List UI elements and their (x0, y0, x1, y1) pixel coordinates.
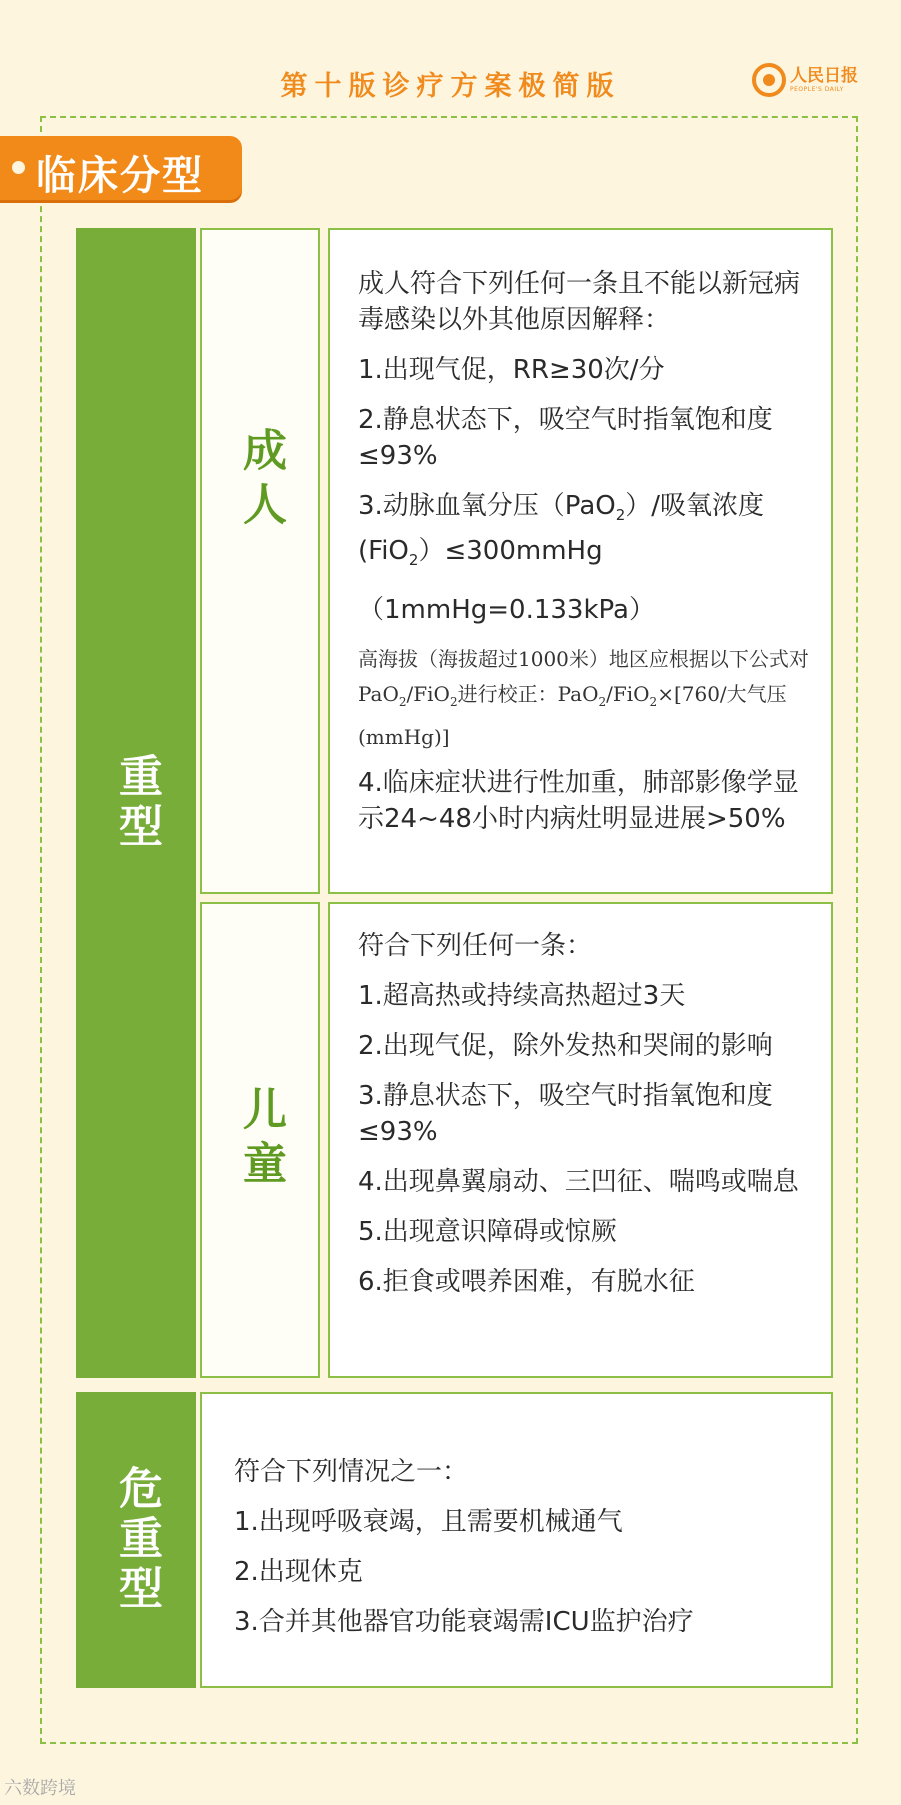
adult-criterion-2: 2.静息状态下，吸空气时指氧饱和度≤93% (358, 405, 773, 471)
logo-english: PEOPLE'S DAILY (790, 85, 844, 93)
at-icon (752, 63, 786, 97)
severe-type-label: 重型 (111, 753, 162, 853)
adult-criterion-3: 3.动脉血氧分压（PaO$_2$）/吸氧浓度(FiO$_2$）≤300mmHg (358, 491, 765, 570)
logo-name: 人民日报 (790, 65, 858, 86)
critical-criteria-box (200, 1392, 833, 1688)
adult-criteria-box (328, 228, 833, 894)
child-criterion: 1.超高热或持续高热超过3天 (358, 981, 686, 1011)
adult-intro: 成人符合下列任何一条且不能以新冠病毒感染以外其他原因解释： (358, 269, 801, 335)
unit-conversion: （1mmHg=0.133kPa） (358, 595, 655, 626)
critical-criterion: 1.出现呼吸衰竭，且需要机械通气 (234, 1507, 623, 1537)
child-criterion: 2.出现气促，除外发热和哭闹的影响 (358, 1031, 773, 1061)
child-criterion: 3.静息状态下，吸空气时指氧饱和度≤93% (358, 1081, 773, 1147)
critical-type-label: 危重型 (111, 1465, 162, 1615)
adult-label: 成人 (235, 427, 286, 535)
page-title: 第十版诊疗方案极简版 (280, 71, 621, 102)
section-tag (0, 136, 242, 200)
child-criterion: 5.出现意识障碍或惊厥 (358, 1217, 617, 1247)
altitude-note: 高海拔（海拔超过1000米）地区应根据以下公式对PaO$_2$/FiO$_2$进行校正：PaO$_2$/FiO$_2$×[760/大气压(mmHg)] (358, 647, 809, 750)
tag-dot-icon (12, 161, 25, 174)
child-criteria-box (328, 902, 833, 1378)
child-criterion: 4.出现鼻翼扇动、三凹征、喘鸣或喘息 (358, 1167, 799, 1197)
child-criterion: 6.拒食或喂养困难，有脱水征 (358, 1267, 695, 1297)
adult-criterion-1: 1.出现气促，RR≥30次/分 (358, 355, 665, 385)
section-label: 临床分型 (36, 153, 204, 199)
people-daily-logo (752, 62, 858, 98)
adult-criterion-4: 4.临床症状进行性加重，肺部影像学显示24~48小时内病灶明显进展>50% (358, 768, 799, 835)
severe-type-cell (76, 228, 196, 1378)
child-label: 儿童 (235, 1086, 286, 1194)
critical-type-cell (76, 1392, 196, 1688)
critical-intro: 符合下列情况之一： (234, 1457, 469, 1487)
watermark: 六数跨境 (4, 1778, 76, 1799)
adult-category-cell (200, 228, 320, 894)
critical-criterion: 2.出现休克 (234, 1557, 363, 1587)
child-category-cell (200, 902, 320, 1378)
child-intro: 符合下列任何一条： (358, 931, 593, 961)
critical-criterion: 3.合并其他器官功能衰竭需ICU监护治疗 (234, 1607, 694, 1637)
